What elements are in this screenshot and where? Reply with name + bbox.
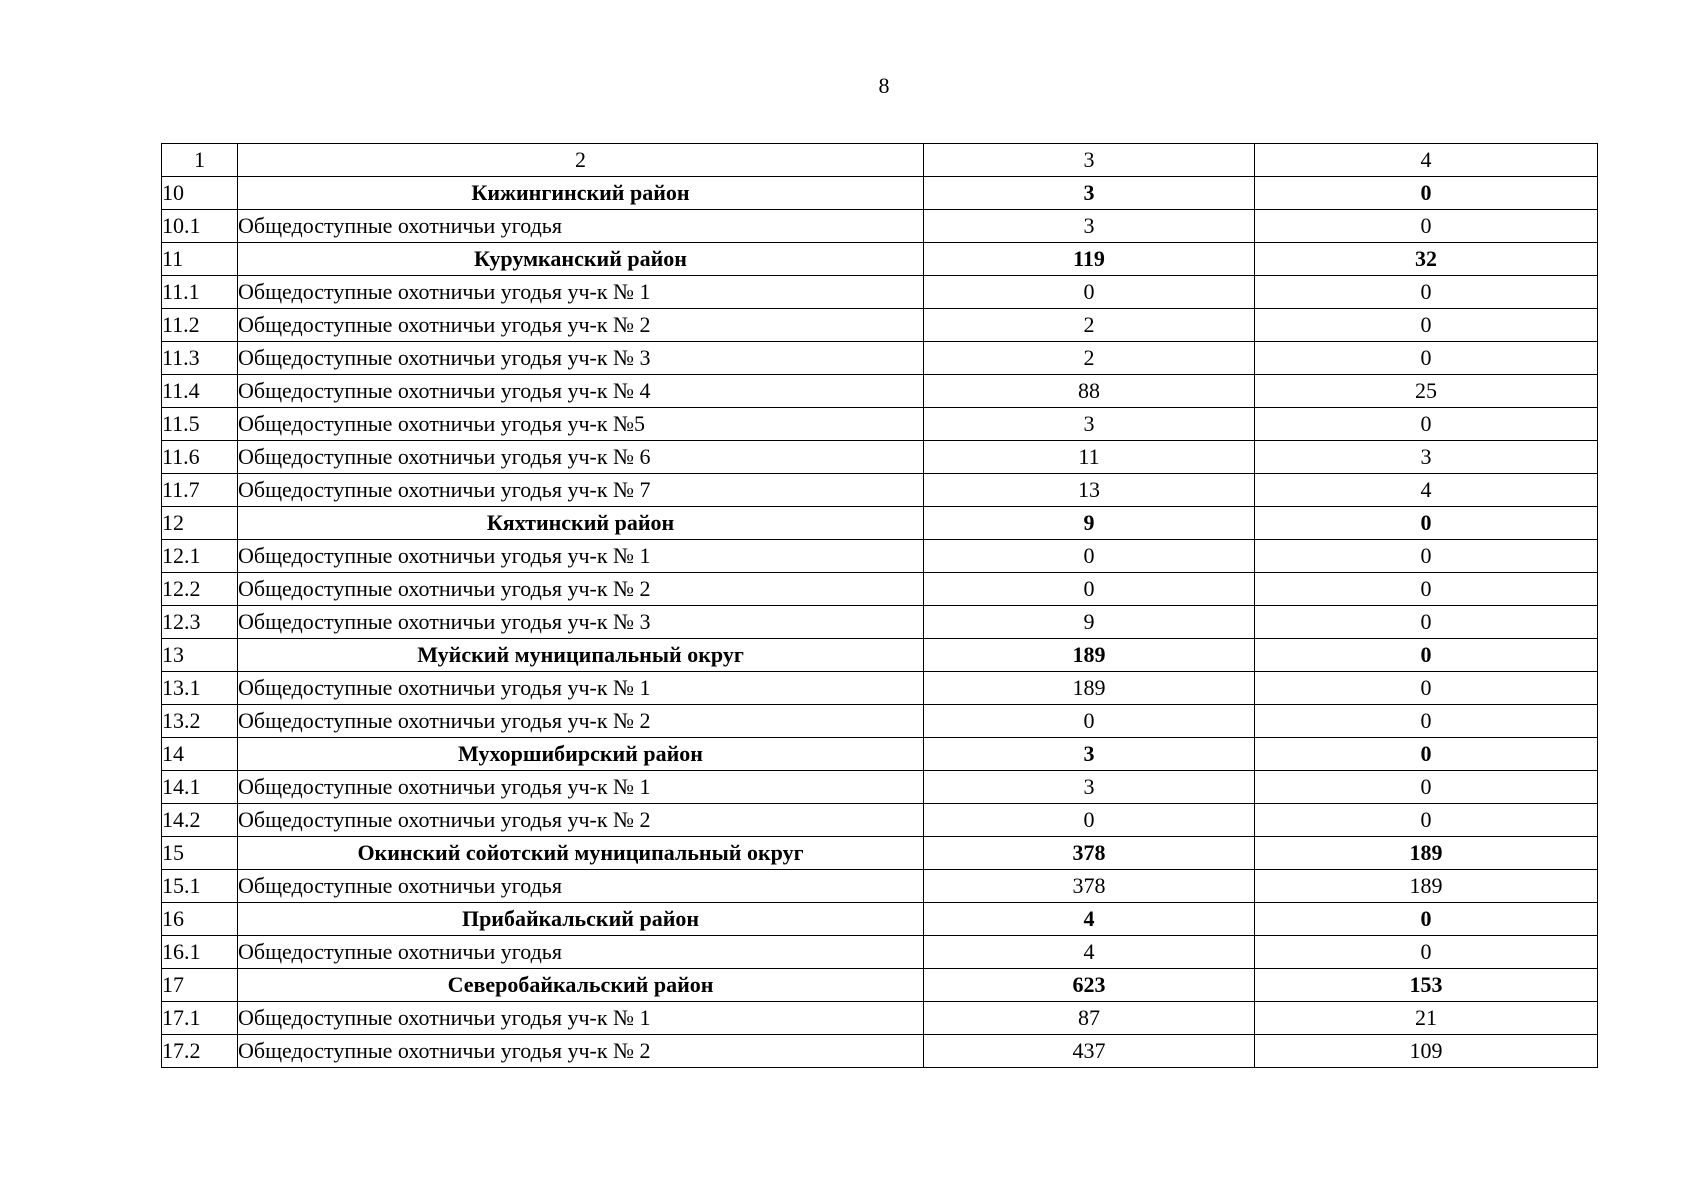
row-col4-cell: 0: [1255, 342, 1598, 375]
row-col3-cell: 2: [924, 309, 1255, 342]
table-row: [162, 1002, 1598, 1035]
row-number-cell: 11.3: [162, 342, 238, 375]
row-name-cell: Общедоступные охотничьи угодья уч-к № 1: [238, 276, 924, 309]
row-col3-cell: 87: [924, 1002, 1255, 1035]
table-row: [162, 936, 1598, 969]
row-number-cell: 11.1: [162, 276, 238, 309]
table-row: [162, 606, 1598, 639]
row-name-cell: Кяхтинский район: [238, 507, 924, 540]
row-number-cell: 17: [162, 969, 238, 1002]
header-cell-4: 4: [1255, 144, 1598, 177]
row-number-cell: 11: [162, 243, 238, 276]
row-col4-cell: 0: [1255, 540, 1598, 573]
table-row-district: [162, 969, 1598, 1002]
row-number-cell: 11.4: [162, 375, 238, 408]
table-body: [162, 144, 1598, 1068]
row-number-cell: 11.5: [162, 408, 238, 441]
row-col3-cell: 9: [924, 606, 1255, 639]
row-name-cell: Общедоступные охотничьи угодья уч-к № 7: [238, 474, 924, 507]
header-cell-3: 3: [924, 144, 1255, 177]
table-row: [162, 375, 1598, 408]
row-name-cell: Общедоступные охотничьи угодья уч-к № 1: [238, 540, 924, 573]
table-row: [162, 408, 1598, 441]
row-col3-cell: 3: [924, 738, 1255, 771]
row-col3-cell: 623: [924, 969, 1255, 1002]
row-name-cell: Общедоступные охотничьи угодья: [238, 936, 924, 969]
row-name-cell: Общедоступные охотничьи угодья уч-к № 4: [238, 375, 924, 408]
row-col3-cell: 189: [924, 672, 1255, 705]
row-col3-cell: 119: [924, 243, 1255, 276]
row-name-cell: Общедоступные охотничьи угодья уч-к № 2: [238, 309, 924, 342]
table-row-district: [162, 243, 1598, 276]
row-number-cell: 11.7: [162, 474, 238, 507]
page-number: 8: [878, 73, 890, 98]
row-number-cell: 13.1: [162, 672, 238, 705]
row-col4-cell: 21: [1255, 1002, 1598, 1035]
table-row-district: [162, 903, 1598, 936]
row-col4-cell: 0: [1255, 903, 1598, 936]
row-name-cell: Мухоршибирский район: [238, 738, 924, 771]
row-col3-cell: 0: [924, 804, 1255, 837]
row-name-cell: Прибайкальский район: [238, 903, 924, 936]
row-name-cell: Общедоступные охотничьи угодья уч-к № 2: [238, 1035, 924, 1068]
header-cell-2: 2: [238, 144, 924, 177]
row-name-cell: Общедоступные охотничьи угодья уч-к № 3: [238, 606, 924, 639]
row-name-cell: Общедоступные охотничьи угодья уч-к № 1: [238, 672, 924, 705]
table-row: [162, 573, 1598, 606]
row-name-cell: Северобайкальский район: [238, 969, 924, 1002]
row-number-cell: 15: [162, 837, 238, 870]
row-number-cell: 10.1: [162, 210, 238, 243]
row-col4-cell: 153: [1255, 969, 1598, 1002]
table-row-district: [162, 507, 1598, 540]
row-name-cell: Окинский сойотский муниципальный округ: [238, 837, 924, 870]
row-col4-cell: 0: [1255, 771, 1598, 804]
table-row: [162, 540, 1598, 573]
row-col3-cell: 378: [924, 870, 1255, 903]
row-col3-cell: 3: [924, 210, 1255, 243]
row-col4-cell: 0: [1255, 639, 1598, 672]
row-number-cell: 12.3: [162, 606, 238, 639]
row-col3-cell: 378: [924, 837, 1255, 870]
row-col4-cell: 0: [1255, 672, 1598, 705]
row-col4-cell: 0: [1255, 738, 1598, 771]
row-name-cell: Общедоступные охотничьи угодья уч-к № 6: [238, 441, 924, 474]
row-name-cell: Общедоступные охотничьи угодья уч-к № 1: [238, 1002, 924, 1035]
row-col4-cell: 0: [1255, 177, 1598, 210]
row-col4-cell: 32: [1255, 243, 1598, 276]
row-number-cell: 17.2: [162, 1035, 238, 1068]
row-number-cell: 14: [162, 738, 238, 771]
header-cell-1: 1: [162, 144, 238, 177]
row-col3-cell: 4: [924, 936, 1255, 969]
table-row: [162, 771, 1598, 804]
row-col4-cell: 189: [1255, 837, 1598, 870]
row-number-cell: 16: [162, 903, 238, 936]
row-col3-cell: 437: [924, 1035, 1255, 1068]
row-col4-cell: 0: [1255, 507, 1598, 540]
row-col3-cell: 4: [924, 903, 1255, 936]
table-row-district: [162, 639, 1598, 672]
row-number-cell: 12.1: [162, 540, 238, 573]
row-col4-cell: 109: [1255, 1035, 1598, 1068]
row-col3-cell: 0: [924, 276, 1255, 309]
row-col4-cell: 0: [1255, 936, 1598, 969]
row-col4-cell: 3: [1255, 441, 1598, 474]
table-row: [162, 474, 1598, 507]
row-name-cell: Общедоступные охотничьи угодья: [238, 870, 924, 903]
row-col3-cell: 0: [924, 540, 1255, 573]
row-number-cell: 11.6: [162, 441, 238, 474]
row-col3-cell: 9: [924, 507, 1255, 540]
table-row-district: [162, 837, 1598, 870]
row-col3-cell: 3: [924, 408, 1255, 441]
row-col4-cell: 0: [1255, 606, 1598, 639]
row-col3-cell: 88: [924, 375, 1255, 408]
row-col4-cell: 0: [1255, 276, 1598, 309]
data-table: [161, 143, 1598, 1068]
row-col4-cell: 0: [1255, 573, 1598, 606]
row-col4-cell: 0: [1255, 804, 1598, 837]
row-number-cell: 15.1: [162, 870, 238, 903]
row-number-cell: 17.1: [162, 1002, 238, 1035]
row-number-cell: 11.2: [162, 309, 238, 342]
row-col3-cell: 3: [924, 177, 1255, 210]
row-name-cell: Общедоступные охотничьи угодья уч-к №5: [238, 408, 924, 441]
row-col4-cell: 0: [1255, 309, 1598, 342]
row-col3-cell: 2: [924, 342, 1255, 375]
row-col4-cell: 0: [1255, 408, 1598, 441]
row-col3-cell: 13: [924, 474, 1255, 507]
row-col4-cell: 0: [1255, 210, 1598, 243]
row-number-cell: 12: [162, 507, 238, 540]
row-col3-cell: 189: [924, 639, 1255, 672]
table-row: [162, 309, 1598, 342]
row-number-cell: 13: [162, 639, 238, 672]
row-name-cell: Общедоступные охотничьи угодья: [238, 210, 924, 243]
table-row: [162, 870, 1598, 903]
row-name-cell: Курумканский район: [238, 243, 924, 276]
row-name-cell: Общедоступные охотничьи угодья уч-к № 2: [238, 804, 924, 837]
row-number-cell: 14.1: [162, 771, 238, 804]
row-number-cell: 14.2: [162, 804, 238, 837]
table-row: [162, 804, 1598, 837]
row-name-cell: Общедоступные охотничьи угодья уч-к № 2: [238, 705, 924, 738]
row-name-cell: Общедоступные охотничьи угодья уч-к № 1: [238, 771, 924, 804]
row-number-cell: 10: [162, 177, 238, 210]
row-name-cell: Общедоступные охотничьи угодья уч-к № 3: [238, 342, 924, 375]
row-name-cell: Общедоступные охотничьи угодья уч-к № 2: [238, 573, 924, 606]
row-col3-cell: 0: [924, 705, 1255, 738]
row-col4-cell: 25: [1255, 375, 1598, 408]
row-col4-cell: 189: [1255, 870, 1598, 903]
row-name-cell: Кижингинский район: [238, 177, 924, 210]
table-row-district: [162, 738, 1598, 771]
table-header-row: [162, 144, 1598, 177]
table-row: [162, 342, 1598, 375]
table-row: [162, 672, 1598, 705]
table-row-district: [162, 177, 1598, 210]
row-number-cell: 12.2: [162, 573, 238, 606]
table-row: [162, 705, 1598, 738]
row-col3-cell: 11: [924, 441, 1255, 474]
row-name-cell: Муйский муниципальный округ: [238, 639, 924, 672]
row-number-cell: 13.2: [162, 705, 238, 738]
row-col3-cell: 3: [924, 771, 1255, 804]
row-col4-cell: 0: [1255, 705, 1598, 738]
table-row: [162, 210, 1598, 243]
table-row: [162, 1035, 1598, 1068]
row-col3-cell: 0: [924, 573, 1255, 606]
row-col4-cell: 4: [1255, 474, 1598, 507]
row-number-cell: 16.1: [162, 936, 238, 969]
table-row: [162, 276, 1598, 309]
table-row: [162, 441, 1598, 474]
